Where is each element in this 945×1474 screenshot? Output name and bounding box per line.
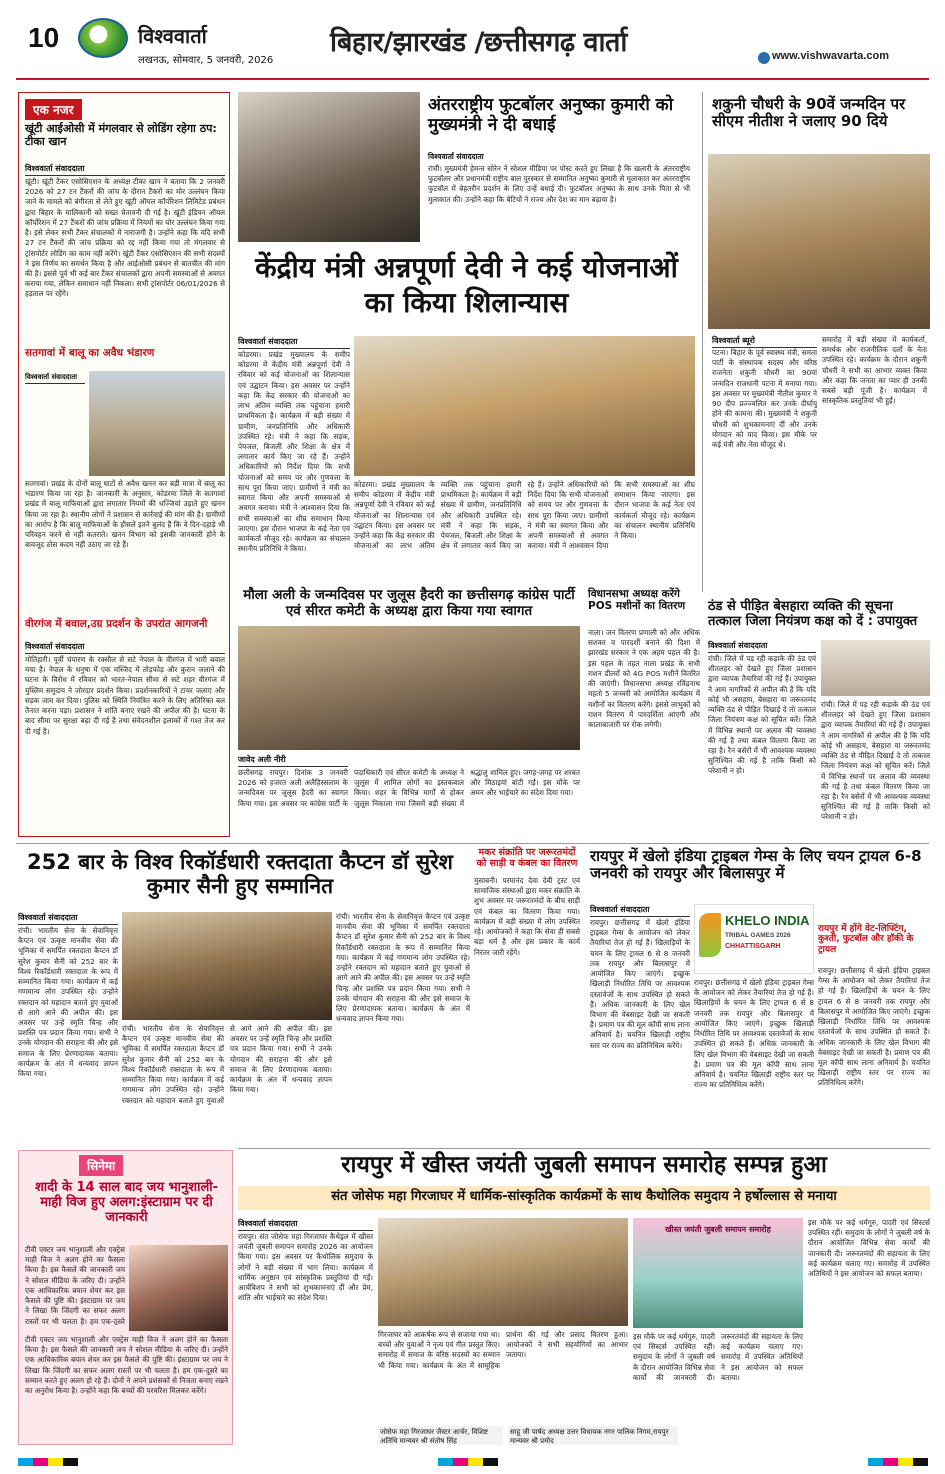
annapurna-body: कोडरमा। प्रखंड मुख्यालय के समीप कोडरमा में केंद्रीय मंत्री अन्नपूर्णा देवी ने रविवार को कई योजनाओं का शिलान्यास एवं उद्घाटन किया। इस अवसर पर उन्होंने कहा कि केंद्र सरकार की योजनाओं का लाभ अंतिम व्यक्ति तक पहुंचाना हमारी प्राथमिकता है। कार्यक्रम में बड़ी संख्या में ग्रामीण, जनप्रतिनिधि और अधिकारी उपस्थित रहे। मंत्री ने कहा कि सड़क, पेयजल, बिजली और शिक्षा के क्षेत्र में लगातार कार्य किए जा रहे हैं। उन्होंने अधिकारियों को निर्देश दिया कि सभी योजनाओं को समय पर और गुणवत्ता के साथ पूरा किया जाए। ग्रामीणों ने मंत्री का स्वागत किया और अपनी समस्याओं से अवगत कराया। मंत्री ने आश्वासन दिया कि सभी समस्याओं का शीघ्र समाधान किया जाएगा। इस दौरान भाजपा के कई नेता एवं कार्यकर्ता मौजूद रहे। कार्यक्रम का संचालन स्थानीय प्रतिनिधि ने किया।	[238, 350, 350, 554]
saini-title: 252 बार के विश्व रिकॉर्डधारी रक्तदाता कैप्टन डॉ सुरेश कुमार सैनी हुए सम्मानित	[27, 850, 453, 899]
cinema-body: टीवी एक्टर जय भानुशाली और एक्ट्रेस माही विज ने अलग होने का फैसला किया है। इस फैसले की जानकारी जय ने सोशल मीडिया के जरिए दी। उन्होंने एक आधिकारिक बयान शेयर कर इस फैसले की पुष्टि की। इंस्टाग्राम पर जय ने लिखा कि जिंदगी का सफर अलग रास्तों पर भी चलता है। हम एक-दूसरे	[25, 1245, 125, 1325]
maula-title: मौला अली के जन्मदिवस पर जुलूस हैदरी का छत्तीसगढ़ कांग्रेस पार्टी एवं सीरत कमेटी के अध्यक्ष द्वारा किया गया स्वागत	[243, 587, 575, 619]
sidebar-story2-title: सतगावां में बालू का अवैध भंडारण	[25, 347, 155, 359]
story-shakuni	[708, 92, 930, 592]
shakuni-photo	[708, 154, 930, 329]
story-football	[238, 92, 695, 242]
khelo-subhead: रायपुर में होंगे वेट-लिफ्टिंग, कुश्ती, फुटबॉल और हॉकी के ट्रायल	[818, 924, 914, 955]
section-title: बिहार/झारखंड /छत्तीसगढ़ वार्ता	[330, 27, 627, 58]
raipur-subtitle: संत जोसेफ महा गिरजाघर में धार्मिक-सांस्कृतिक कार्यक्रमों के साथ कैथोलिक समुदाय ने हर्षोल्लास से मनाया	[331, 1189, 837, 1204]
khelo-logo-sub: TRIBAL GAMES 2026	[725, 932, 791, 939]
sidebar-story1-body: खूंटी। खूंटी टैंकर एसोसिएशन के अध्यक्ष टीका खान ने बताया कि 2 जनवरी 2026 को 27 टन टैंकरों की जांच के दौरान टैंकरों का मोर उल्लंघन किया जाने के मामले को बंगीरता से लेते हुए खूंटी ऑयल कॉर्पोरेशन लिमिटेड प्रबंधन द्वारा बिहार के मालिकानी को सख्त चेतावनी दी गई है। खूंटी इंडियन ऑयल कॉर्पोरेशन में 27 टैंकरों की जांच प्रक्रिया में नियमों का घोर उल्लंघन किया गया है। इसे लेकर सभी टैंकर संचालकों में नाराजगी है। उन्होंने कहा कि यदि सभी 27 टन टैंकरों की जांच प्रक्रिया को रद्द नहीं किया गया तो मंगलवार से ट्रांसपोर्टर लोडिंग का काम नहीं करेंगे। खूंटी टैंकर एसोसिएशन की सभी सदस्यों ने इस निर्णय का समर्थन किया है और आईओसी प्रबंधन से बातचीत की मांग की है। इससे पूर्व भी कई बार टैंकर संचालकों द्वारा अपनी समस्याओं से अवगत कराया गया, लेकिन समाधान नहीं निकला। सभी ट्रांसपोर्टर 06/01/2026 से हड़ताल पर रहेंगे।	[25, 177, 225, 299]
sidebar	[18, 92, 230, 837]
dateline: लखनऊ, सोमवार, 5 जनवरी, 2026	[138, 55, 274, 66]
raipur-photo2-caption: साहू जी पार्षद अध्यक्ष उत्तर विधायक नगर पालिक निगम,रायपुर मान्यवर श्री प्रमोद	[508, 1426, 678, 1445]
story-makar	[474, 848, 580, 1142]
saini-photo	[122, 912, 332, 1020]
shakuni-title: शकुनी चौधरी के 90वें जन्मदिन पर सीएम नीतीश ने जलाए 90 दिये	[712, 95, 906, 131]
khelo-logo-main: KHELO INDIA	[725, 913, 810, 928]
annapurna-photo	[354, 336, 695, 476]
football-title: अंतरराष्ट्रीय फुटबॉलर अनुष्का कुमारी को मुख्यमंत्री ने दी बधाई	[428, 95, 674, 135]
raipur-banner-text: खीस्त जयंती जुबली समापन समारोह	[665, 1225, 771, 1234]
story-maula	[238, 588, 580, 833]
sidebar-story2-byline: विश्ववार्ता संवाददाता	[25, 373, 85, 384]
annapurna-body-cont: कोडरमा। प्रखंड मुख्यालय के समीप कोडरमा में केंद्रीय मंत्री अन्नपूर्णा देवी ने रविवार को कई योजनाओं का शिलान्यास एवं उद्घाटन किया। इस अवसर पर उन्होंने कहा कि केंद्र सरकार की योजनाओं का लाभ अंतिम व्यक्ति तक पहुंचाना हमारी प्राथमिकता है। कार्यक्रम में बड़ी संख्या में ग्रामीण, जनप्रतिनिधि और अधिकारी उपस्थित रहे। मंत्री ने कहा कि सड़क, पेयजल, बिजली और शिक्षा के क्षेत्र में लगातार कार्य किए जा रहे हैं। उन्होंने अधिकारियों को निर्देश दिया कि सभी योजनाओं को समय पर और गुणवत्ता के साथ पूरा किया जाए। ग्रामीणों ने मंत्री का स्वागत किया और अपनी समस्याओं से अवगत कराया। मंत्री ने आश्वासन दिया कि सभी समस्याओं का शीघ्र समाधान किया जाएगा। इस दौरान भाजपा के कई नेता एवं कार्यकर्ता मौजूद रहे। कार्यक्रम का संचालन स्थानीय प्रतिनिधि ने किया।	[354, 480, 695, 551]
raipur-body1: रायपुर। संत जोसेफ महा गिरजाघर कैथेड्रल में खीस्त जयंती जुबली समापन समारोह 2026 का आयोजन किया गया। इस अवसर पर कैथोलिक समुदाय के लोगों ने बड़ी संख्या में भाग लिया। कार्यक्रम में धार्मिक अनुष्ठान एवं सांस्कृतिक प्रस्तुतियां दी गईं। आर्चबिशप ने सभी को शुभकामनाएं दीं और प्रेम, शांति और भाईचारे का संदेश दिया।	[238, 1232, 373, 1303]
maula-byline: जावेद अली नीरी	[238, 754, 348, 767]
cold-byline: विश्ववार्ता संवाददाता	[708, 640, 816, 653]
cinema-photo	[129, 1245, 228, 1331]
khelo-title: रायपुर में खेलो इंडिया ट्राइबल गेम्स के लिए चयन ट्रायल 6-8 जनवरी को रायपुर और बिलासपुर में	[590, 847, 922, 883]
story-khelo	[590, 848, 930, 1142]
sidebar-story1-byline: विश्ववार्ता संवाददाता	[25, 163, 225, 176]
makar-title: मकर संक्रांति पर जरूरतमंदों को साड़ी व कंबल का वितरण	[476, 847, 578, 869]
annapurna-byline: विश्ववार्ता संवाददाता	[238, 336, 350, 349]
shakuni-byline: विश्ववार्ता ब्यूरो	[712, 335, 817, 348]
makar-body: मुसाबनी। परमानंद देवा देवी ट्रस्ट एवं सामाजिक संस्थाओं द्वारा मकर संक्रांति के शुभ अवसर पर जरूरतमंदों के बीच साड़ी एवं कंबल का वितरण किया गया। कार्यक्रम में बड़ी संख्या में लोग उपस्थित रहे। आयोजकों ने कहा कि सेवा ही सबसे बड़ा धर्म है और इस प्रकार के कार्य निरंतर जारी रहेंगे।	[474, 876, 580, 957]
globe-icon	[758, 52, 770, 64]
sidebar-label: एक नजर	[25, 99, 82, 120]
story-annapurna	[238, 250, 695, 582]
khelo-byline: विश्ववार्ता संवाददाता	[590, 904, 690, 917]
masthead	[0, 0, 945, 80]
saini-body-cont: रांची। भारतीय सेना के सेवानिवृत्त कैप्टन एवं उत्कृष्ट मानवीय सेवा की भूमिका में समर्पित रक्तदाता कैप्टन डॉ सुरेश कुमार सैनी को 252 बार के विश्व रिकॉर्डधारी रक्तदाता के रूप में सम्मानित किया गया। कार्यक्रम में कई गणमान्य लोग उपस्थित रहे। उन्होंने रक्तदान को महादान बताते हुए युवाओं से आगे आने की अपील की। इस अवसर पर उन्हें स्मृति चिन्ह और प्रशस्ति पत्र प्रदान किया गया। सभी ने उनके योगदान की सराहना की और इसे समाज के लिए प्रेरणादायक बताया। कार्यक्रम के अंत में धन्यवाद ज्ञापन किया गया।	[122, 1024, 332, 1105]
annapurna-title: केंद्रीय मंत्री अन्नपूर्णा देवी ने कई योजनाओं का किया शिलान्यास	[255, 251, 678, 319]
saini-body: रांची। भारतीय सेना के सेवानिवृत्त कैप्टन एवं उत्कृष्ट मानवीय सेवा की भूमिका में समर्पित रक्तदाता कैप्टन डॉ सुरेश कुमार सैनी को 252 बार के विश्व रिकॉर्डधारी रक्तदाता के रूप में सम्मानित किया गया। कार्यक्रम में कई गणमान्य लोग उपस्थित रहे। उन्होंने रक्तदान को महादान बताते हुए युवाओं से आगे आने की अपील की। इस अवसर पर उन्हें स्मृति चिन्ह और प्रशस्ति पत्र प्रदान किया गया। सभी ने उनके योगदान की सराहना की और इसे समाज के लिए प्रेरणादायक बताया। कार्यक्रम के अंत में धन्यवाद ज्ञापन किया गया।	[18, 926, 118, 1079]
brand-logo-icon	[78, 18, 128, 58]
maula-photo	[238, 626, 580, 750]
raipur-byline: विश्ववार्ता संवाददाता	[238, 1218, 373, 1231]
khelo-logo-state: CHHATTISGARH	[725, 943, 781, 950]
raipur-photo1-caption: जोसेफ महा गिरजाघर जैस्टर आर्चर, विशिष्ट अतिथि मान्यवर श्री संतोष सिंह	[378, 1426, 503, 1445]
cold-body-cont: रांची। जिले में पड़ रही कड़ाके की ठंड एवं शीतलहर को देखते हुए जिला प्रशासन द्वारा व्यापक तैयारियां की गई हैं। उपायुक्त ने आम नागरिकों से अपील की है कि यदि कोई भी असहाय, बेसहारा या जरूरतमंद व्यक्ति ठंड से पीड़ित दिखाई दे तो तत्काल जिला नियंत्रण कक्ष को सूचित करें। जिले में विभिन्न स्थानों पर अलाव की व्यवस्था की गई है तथा कंबल वितरण किया जा रहा है। रैन बसेरों में भी आवश्यक व्यवस्था सुनिश्चित की गई है ताकि किसी को परेशानी न हो।	[821, 700, 930, 822]
pos-body: नाला। जन वितरण प्रणाली को और अधिक सशक्त व पारदर्शी बनाने की दिशा में झारखंड सरकार ने एक अहम पहल की है। इस पहल के तहत नाला प्रखंड के सभी राशन डीलरों को 4G POS मशीनें वितरित की जाएंगी। विधानसभा अध्यक्ष रविंद्रनाथ महतो 5 जनवरी को आयोजित कार्यक्रम में मशीनों का वितरण करेंगे। इससे लाभुकों को राशन वितरण में पारदर्शिता आएगी और कालाबाजारी पर रोक लगेगी।	[588, 628, 700, 729]
raipur-body4: इस मौके पर कई धर्मगुरु, पादरी एवं सिस्टर्स उपस्थित रहीं। समुदाय के लोगों ने जुबली वर्ष के दौरान आयोजित विभिन्न सेवा कार्यों की जानकारी दी। जरूरतमंदों की सहायता के लिए कई कार्यक्रम चलाए गए। समारोह में उपस्थित अतिथियों ने इस आयोजन को सफल बताया।	[808, 1218, 930, 1279]
sidebar-story3-body: मोतिहारी। पूर्वी चंपारण के रक्सौल से सटे नेपाल के वीरगंज में भारी बवाल मचा है। नेपाल के धनुषा में एक मस्जिद में तोड़फोड़ और कुरान जलाने की घटना के विरोध में रविवार को भारत-नेपाल सीमा से सटे शहर वीरगंज में मुस्लिम समुदाय ने जोरदार प्रदर्शन किया। प्रदर्शनकारियों ने टायर जलाए और सड़क जाम कर दिया। पुलिस को स्थिति नियंत्रित करने के लिए अतिरिक्त बल तैनात करना पड़ा। प्रशासन ने शांति बनाए रखने की अपील की है। घटना के बाद सीमा पर सुरक्षा बढ़ा दी गई है तथा संवेदनशील इलाकों में गश्त तेज कर दी गई है।	[25, 655, 225, 736]
saini-body-right: रांची। भारतीय सेना के सेवानिवृत्त कैप्टन एवं उत्कृष्ट मानवीय सेवा की भूमिका में समर्पित रक्तदाता कैप्टन डॉ सुरेश कुमार सैनी को 252 बार के विश्व रिकॉर्डधारी रक्तदाता के रूप में सम्मानित किया गया। कार्यक्रम में कई गणमान्य लोग उपस्थित रहे। उन्होंने रक्तदान को महादान बताते हुए युवाओं से आगे आने की अपील की। इस अवसर पर उन्हें स्मृति चिन्ह और प्रशस्ति पत्र प्रदान किया गया। सभी ने उनके योगदान की सराहना की और इसे समाज के लिए प्रेरणादायक बताया। कार्यक्रम के अंत में धन्यवाद ज्ञापन किया गया।	[336, 912, 470, 1024]
sidebar-story2-photo	[89, 371, 225, 476]
cold-title: ठंड से पीड़ित बेसहारा व्यक्ति की सूचना तत्काल जिला नियंत्रण कक्ष को दें : उपायुक्त	[708, 599, 918, 629]
website-link[interactable]: www.vishwavarta.com	[772, 50, 889, 62]
story-raipur	[238, 1152, 930, 1445]
cold-body: रांची। जिले में पड़ रही कड़ाके की ठंड एवं शीतलहर को देखते हुए जिला प्रशासन द्वारा व्यापक तैयारियां की गई हैं। उपायुक्त ने आम नागरिकों से अपील की है कि यदि कोई भी असहाय, बेसहारा या जरूरतमंद व्यक्ति ठंड से पीड़ित दिखाई दे तो तत्काल जिला नियंत्रण कक्ष को सूचित करें। जिले में विभिन्न स्थानों पर अलाव की व्यवस्था की गई है तथा कंबल वितरण किया जा रहा है। रैन बसेरों में भी आवश्यक व्यवस्था सुनिश्चित की गई है ताकि किसी को परेशानी न हो।	[708, 654, 816, 776]
shakuni-body1: पटना। बिहार के पूर्व स्वास्थ्य मंत्री, समता पार्टी के संस्थापक सदस्य और वरिष्ठ राजनेता शकुनी चौधरी का 90वां जन्मदिन राजधानी पटना में मनाया गया। इस अवसर पर मुख्यमंत्री नीतीश कुमार ने 90 दीप प्रज्ज्वलित कर उनके दीर्घायु होने की कामना की। मुख्यमंत्री ने शकुनी चौधरी को शुभकामनाएं दीं और उनके योगदान को याद किया। इस मौके पर कई मंत्री और नेता मौजूद थे।	[712, 348, 817, 449]
pos-title: विधानसभा अध्यक्ष करेंगे POS मशीनों का वितरण	[588, 588, 686, 613]
cinema-label: सिनेमा	[79, 1155, 123, 1176]
football-byline: विश्ववार्ता संवाददाता	[428, 152, 484, 161]
khelo-body-right: रायपुर। छत्तीसगढ़ में खेलो इंडिया ट्राइबल गेम्स के आयोजन को लेकर तैयारियां तेज हो गई हैं। खिलाड़ियों के चयन के लिए ट्रायल 6 से 8 जनवरी तक रायपुर और बिलासपुर में आयोजित किए जाएंगे। इच्छुक खिलाड़ी निर्धारित तिथि पर आवश्यक दस्तावेजों के साथ उपस्थित हो सकते हैं। अधिक जानकारी के लिए खेल विभाग की वेबसाइट देखी जा सकती है। प्रमाण पत्र की मूल कॉपी साथ लाना अनिवार्य है। चयनित खिलाड़ी राष्ट्रीय स्तर पर राज्य का प्रतिनिधित्व करेंगे।	[818, 966, 930, 1088]
sidebar-story3-title: वीरगंज में बवाल,उग्र प्रदर्शन के उपरांत आगजनी	[25, 618, 208, 630]
khelo-body: रायपुर। छत्तीसगढ़ में खेलो इंडिया ट्राइबल गेम्स के आयोजन को लेकर तैयारियां तेज हो गई हैं। खिलाड़ियों के चयन के लिए ट्रायल 6 से 8 जनवरी तक रायपुर और बिलासपुर में आयोजित किए जाएंगे। इच्छुक खिलाड़ी निर्धारित तिथि पर आवश्यक दस्तावेजों के साथ उपस्थित हो सकते हैं। अधिक जानकारी के लिए खेल विभाग की वेबसाइट देखी जा सकती है। प्रमाण पत्र की मूल कॉपी साथ लाना अनिवार्य है। चयनित खिलाड़ी राष्ट्रीय स्तर पर राज्य का प्रतिनिधित्व करेंगे।	[590, 918, 690, 1050]
raipur-body2: गिरजाघर को आकर्षक रूप से सजाया गया था। बच्चों और युवाओं ने नृत्य एवं गीत प्रस्तुत किए। समारोह में समाज के वरिष्ठ सदस्यों का सम्मान भी किया गया। कार्यक्रम के अंत में सामूहिक प्रार्थना की गई और प्रसाद वितरण हुआ। आयोजकों ने सभी सहयोगियों का आभार जताया।	[378, 1330, 628, 1370]
football-body: रांची। मुख्यमंत्री हेमन्त सोरेन ने सोशल मीडिया पर पोस्ट करते हुए लिखा है कि खलारी के अंतरराष्ट्रीय फुटबॉलर और प्रधानमंत्री राष्ट्रीय बाल पुरस्कार से सम्मानित अनुष्का कुमारी से मुलाकात कर अंतरराष्ट्रीय फुटबॉल में बेहतरीन प्रदर्शन के लिए उन्हें बधाई दी। फुटबॉलर अनुष्का के साथ उनके पिता से भी मुलाकात की। उन्होंने कहा कि बेटियों ने राज्य और देश का मान बढ़ाया है।	[428, 164, 690, 204]
story-pos	[588, 588, 700, 833]
sidebar-story3-byline: विश्ववार्ता संवाददाता	[25, 641, 225, 654]
story-cold	[708, 600, 930, 833]
sidebar-story1-title: खूंटी आईओसी में मंगलवार से लोडिंग रहेगा ठप: टीका खान	[25, 122, 217, 148]
shakuni-body2: समारोह में बड़ी संख्या में कार्यकर्ता, समर्थक और राजनीतिक दलों के नेता उपस्थित रहे। कार्यक्रम के दौरान शकुनी चौधरी ने सभी का आभार व्यक्त किया और कहा कि जनता का प्यार ही उनकी सबसे बड़ी पूंजी है। कार्यक्रम में सांस्कृतिक प्रस्तुतियां भी हुईं।	[822, 335, 927, 406]
cinema-box	[18, 1150, 233, 1445]
cold-photo	[821, 640, 930, 696]
page-number: 10	[28, 22, 60, 53]
raipur-body3: इस मौके पर कई धर्मगुरु, पादरी एवं सिस्टर्स उपस्थित रहीं। समुदाय के लोगों ने जुबली वर्ष के दौरान आयोजित विभिन्न सेवा कार्यों की जानकारी दी। जरूरतमंदों की सहायता के लिए कई कार्यक्रम चलाए गए। समारोह में उपस्थित अतिथियों ने इस आयोजन को सफल बताया।	[633, 1332, 803, 1382]
football-photo	[238, 92, 420, 242]
footer-registration	[18, 1458, 928, 1466]
brand-name: विश्ववार्ता	[138, 24, 207, 48]
khelo-body-cont: रायपुर। छत्तीसगढ़ में खेलो इंडिया ट्राइबल गेम्स के आयोजन को लेकर तैयारियां तेज हो गई हैं। खिलाड़ियों के चयन के लिए ट्रायल 6 से 8 जनवरी तक रायपुर और बिलासपुर में आयोजित किए जाएंगे। इच्छुक खिलाड़ी निर्धारित तिथि पर आवश्यक दस्तावेजों के साथ उपस्थित हो सकते हैं। अधिक जानकारी के लिए खेल विभाग की वेबसाइट देखी जा सकती है। प्रमाण पत्र की मूल कॉपी साथ लाना अनिवार्य है। चयनित खिलाड़ी राष्ट्रीय स्तर पर राज्य का प्रतिनिधित्व करेंगे।	[694, 978, 814, 1090]
maula-body: छत्तीसगढ़ रायपुर। दिनांक 3 जनवरी 2026 को हजरत अली अलैहिस्सलाम के जन्मदिवस पर जुलूस हैदरी का स्वागत किया गया। इस अवसर पर कांग्रेस पार्टी के पदाधिकारी एवं सीरत कमेटी के अध्यक्ष ने जुलूस में शामिल लोगों का इस्तकबाल किया। शहर के विभिन्न मार्गों से होकर जुलूस निकाला गया जिसमें बड़ी संख्या में श्रद्धालु शामिल हुए। जगह-जगह पर शरबत और मिठाइयां बांटी गईं। इस मौके पर अमन और भाईचारे का संदेश दिया गया।	[238, 768, 580, 808]
sidebar-story2-body: सतगावां। प्रखंड के दोनों बालू घाटों से अवैध खनन कर बड़ी मात्रा में बालू का भंडारण किया जा रहा है। जानकारी के अनुसार, कोडरमा जिले के सतगावां प्रखंड में बालू माफियाओं द्वारा लगातार नियमों की धज्जियां उड़ाते हुए खनन किया जा रहा है। स्थानीय लोगों ने प्रशासन से कार्रवाई की मांग की है। ग्रामीणों का आरोप है कि बालू माफियाओं के हौसले इतने बुलंद हैं कि वे दिन-दहाड़े भी परिवहन करने से नहीं कतराते। खनन विभाग को इसकी जानकारी होने के बावजूद ठोस कदम नहीं उठाए जा रहे हैं।	[25, 479, 225, 550]
cinema-title: शादी के 14 साल बाद जय भानुशाली-माही विज हुए अलग:इंस्टाग्राम पर दी जानकारी	[34, 1180, 219, 1225]
raipur-photo1	[378, 1218, 628, 1326]
raipur-title: रायपुर में खीस्त जयंती जुबली समापन समारोह सम्पन्न हुआ	[341, 1152, 827, 1178]
raipur-photo2	[633, 1218, 803, 1328]
khelo-logo	[694, 904, 814, 974]
saini-byline: विश्ववार्ता संवाददाता	[18, 912, 118, 925]
cinema-body-cont: टीवी एक्टर जय भानुशाली और एक्ट्रेस माही विज ने अलग होने का फैसला किया है। इस फैसले की जानकारी जय ने सोशल मीडिया के जरिए दी। उन्होंने एक आधिकारिक बयान शेयर कर इस फैसले की पुष्टि की। इंस्टाग्राम पर जय ने लिखा कि जिंदगी का सफर अलग रास्तों पर भी चलता है। हम एक-दूसरे का सम्मान करते हुए अलग हो रहे हैं। दोनों ने अपने प्रशंसकों से निजता बनाए रखने का अनुरोध किया है। उन्होंने कहा कि बच्चों की परवरिश मिलकर करेंगे।	[25, 1335, 228, 1396]
khelo-logo-icon	[699, 913, 721, 957]
